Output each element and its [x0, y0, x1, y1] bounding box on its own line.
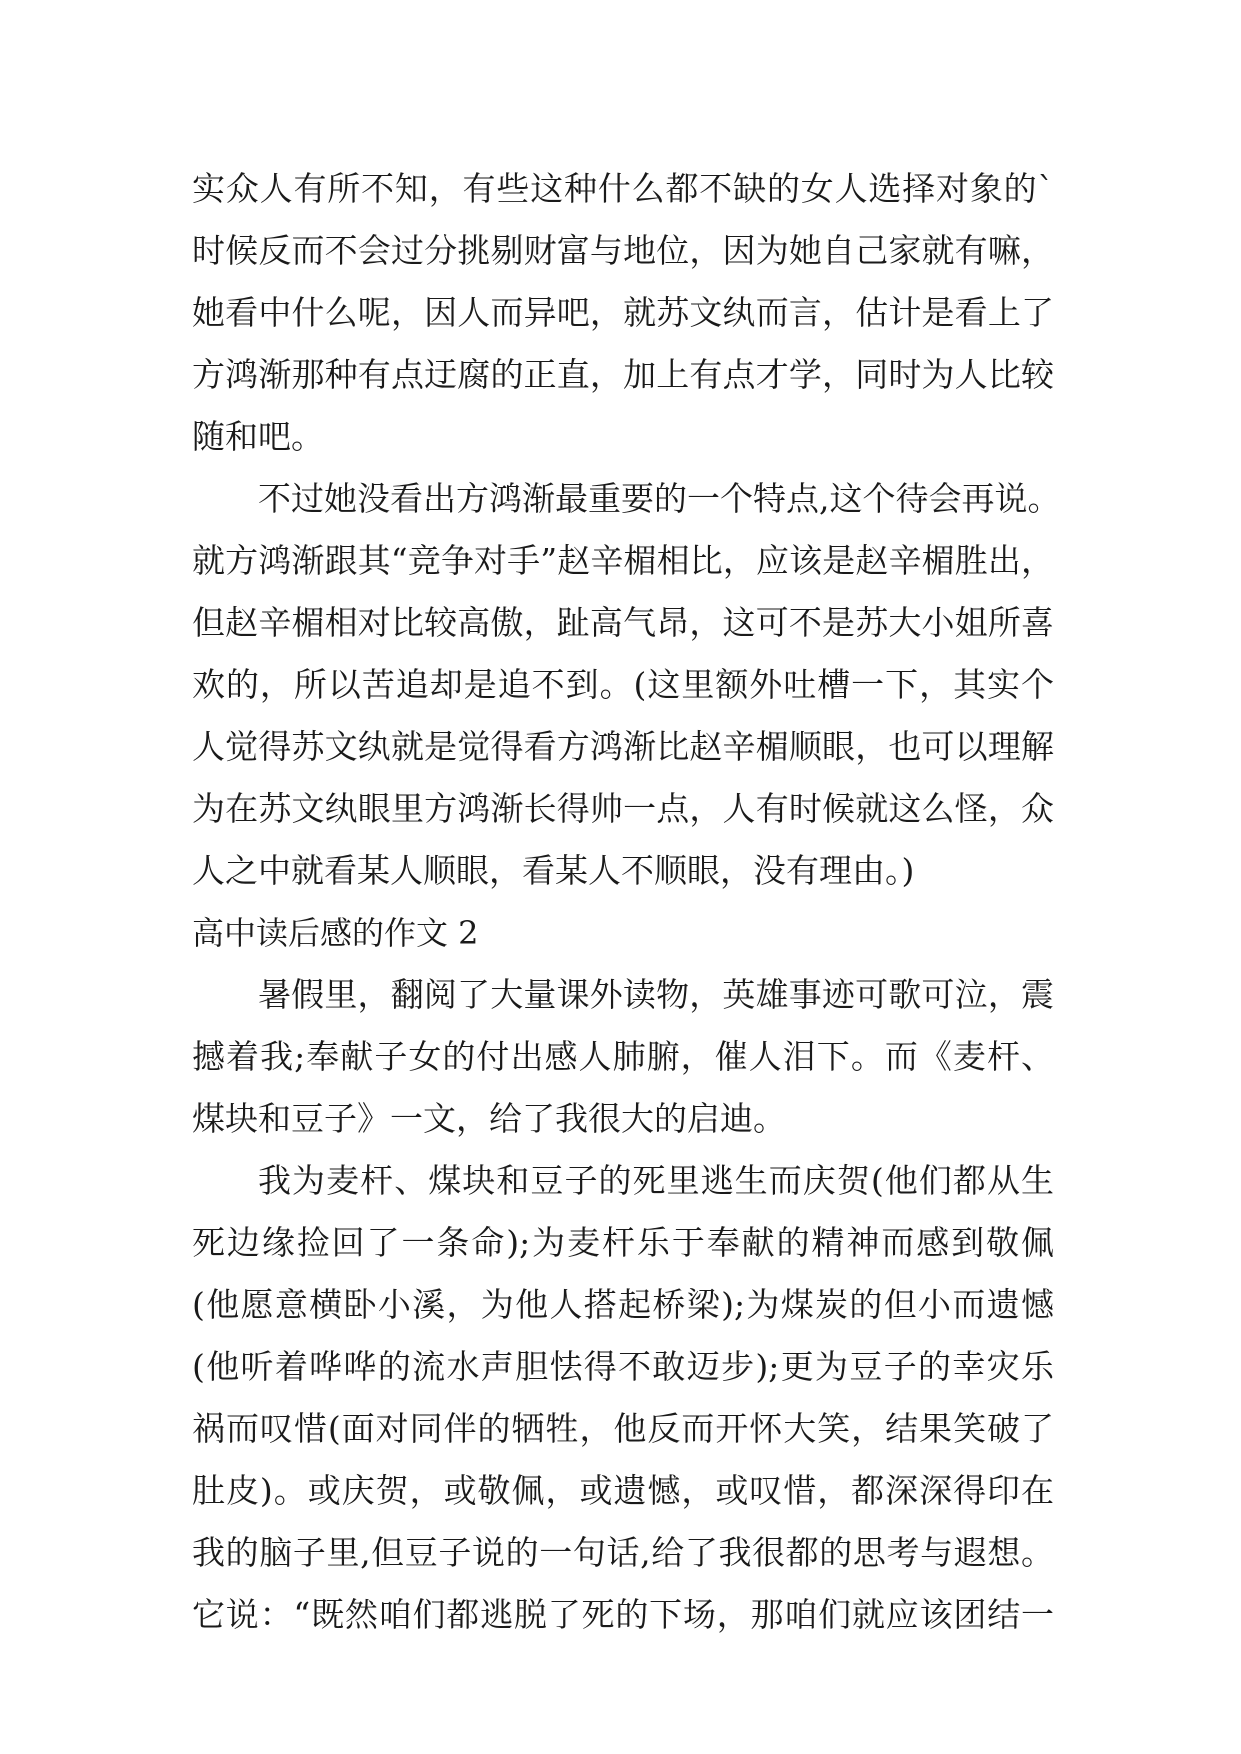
text-line: 就方鸿渐跟其“竞争对手”赵辛楣相比，应该是赵辛楣胜出， [192, 541, 1054, 580]
text-line: 我为麦杆、煤块和豆子的死里逃生而庆贺(他们都从生 [258, 1161, 1054, 1200]
text-line: 欢的，所以苦追却是追不到。(这里额外吐槽一下，其实个 [192, 665, 1054, 704]
text-line: (他听着哗哗的流水声胆怯得不敢迈步);更为豆子的幸灾乐 [192, 1347, 1054, 1386]
paragraph [192, 964, 1054, 1150]
text-line: 死边缘捡回了一条命);为麦杆乐于奉献的精神而感到敬佩 [192, 1223, 1054, 1262]
text-line: 不过她没看出方鸿渐最重要的一个特点,这个待会再说。 [258, 479, 1061, 518]
text-line: (他愿意横卧小溪，为他人搭起桥梁);为煤炭的但小而遗憾 [192, 1285, 1054, 1324]
document-body [192, 158, 1061, 1646]
text-line: 祸而叹惜(面对同伴的牺牲，他反而开怀大笑，结果笑破了 [192, 1409, 1054, 1448]
text-line: 实众人有所不知，有些这种什么都不缺的女人选择对象的` [192, 169, 1054, 208]
text-line: 随和吧。 [192, 417, 324, 456]
text-line: 时候反而不会过分挑剔财富与地位，因为她自己家就有嘛， [192, 231, 1054, 270]
text-line: 她看中什么呢，因人而异吧，就苏文纨而言，估计是看上了 [192, 293, 1054, 332]
paragraph [192, 468, 1061, 902]
text-line: 暑假里，翻阅了大量课外读物，英雄事迹可歌可泣，震 [258, 975, 1054, 1014]
text-line: 人之中就看某人顺眼，看某人不顺眼，没有理由。) [192, 851, 915, 890]
text-line: 但赵辛楣相对比较高傲，趾高气昂，这可不是苏大小姐所喜 [192, 603, 1054, 642]
text-line: 方鸿渐那种有点迂腐的正直，加上有点才学，同时为人比较 [192, 355, 1054, 394]
text-line: 肚皮)。或庆贺，或敬佩，或遗憾，或叹惜，都深深得印在 [192, 1471, 1054, 1510]
text-line: 煤块和豆子》一文，给了我很大的启迪。 [192, 1099, 786, 1138]
text-line: 我的脑子里,但豆子说的一句话,给了我很都的思考与遐想。 [192, 1533, 1054, 1572]
section-heading: 高中读后感的作文 2 [192, 914, 479, 952]
paragraph [192, 1150, 1054, 1646]
text-line: 撼着我;奉献子女的付出感人肺腑，催人泪下。而《麦杆、 [192, 1037, 1054, 1076]
text-line: 为在苏文纨眼里方鸿渐长得帅一点，人有时候就这么怪，众 [192, 789, 1054, 828]
paragraph [192, 158, 1054, 468]
text-line: 它说：“既然咱们都逃脱了死的下场，那咱们就应该团结一 [192, 1595, 1054, 1634]
text-line: 人觉得苏文纨就是觉得看方鸿渐比赵辛楣顺眼，也可以理解 [192, 727, 1054, 766]
